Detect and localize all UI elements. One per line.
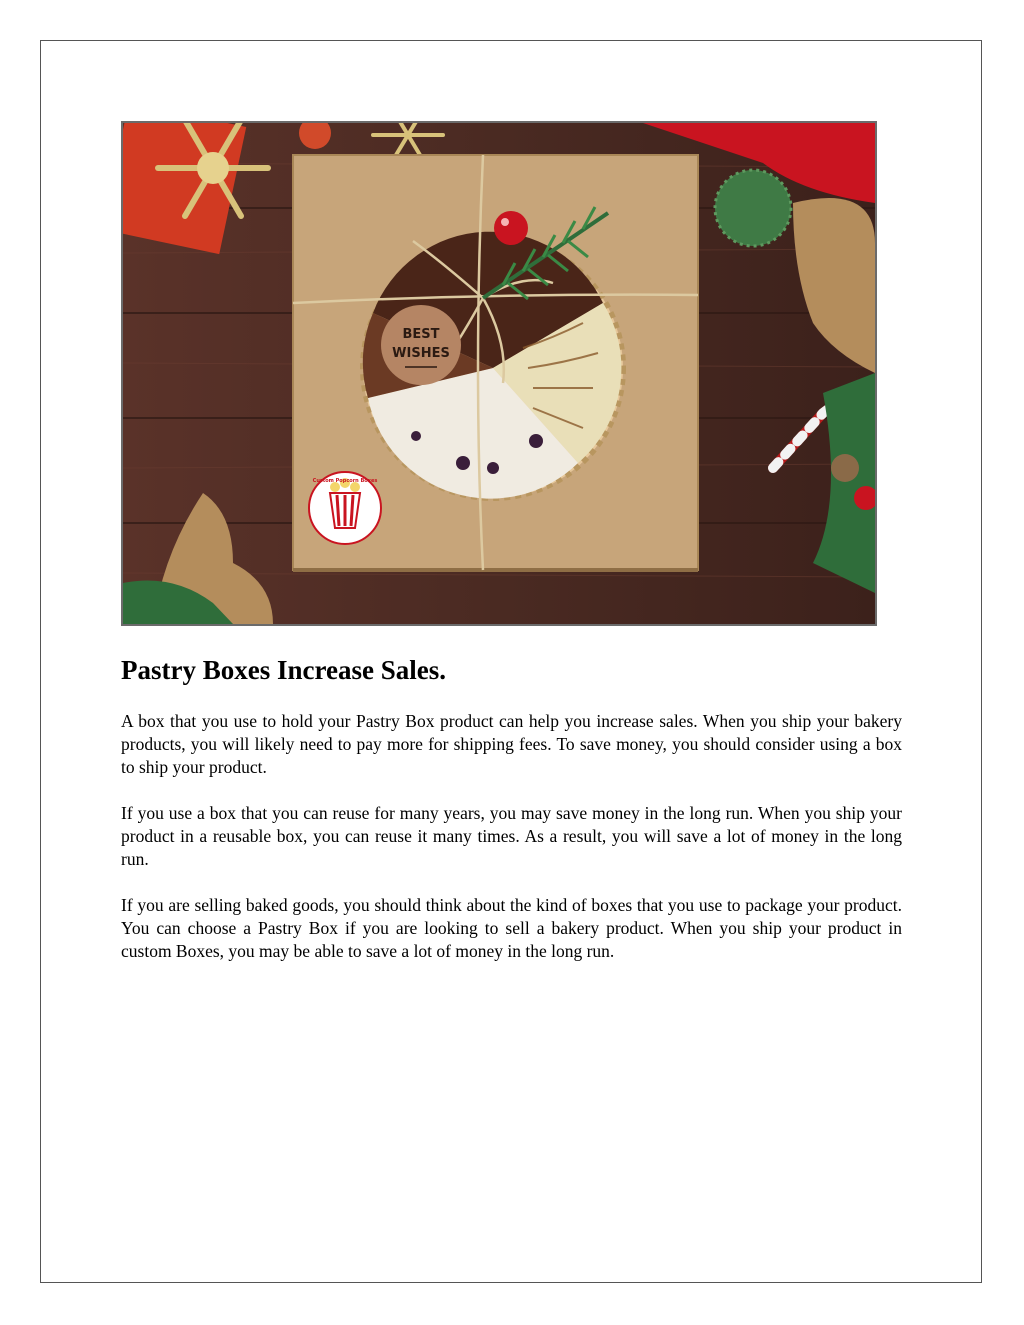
paragraph-3: If you are selling baked goods, you should think about the kind of boxes that you use to package your product. You can choose a Pastry Box if you are looking to sell a bakery product. When you ship your product in custom Boxes, you may be able to save a lot of money in the long run. [121,895,902,961]
paragraph-2: If you use a box that you can reuse for many years, you may save money in the long run. When you ship your product in a reusable box, you can reuse it many times. As a result, you will save a lot of money in the long run. [121,803,902,869]
red-ornament-icon [494,211,528,245]
sticker-line-1: BEST [402,327,440,342]
pastry-box-photo [121,121,877,626]
paragraph-1: A box that you use to hold your Pastry Box product can help you increase sales. When you ship your bakery products, you will likely need to pay more for shipping fees. To save money, you should consider using a box to ship your product. [121,711,902,777]
body-text [121,710,902,986]
page-title: Pastry Boxes Increase Sales. [121,655,446,685]
best-wishes-sticker [381,305,461,385]
logo-text: Custom Popcorn Boxes [312,478,378,484]
sticker-line-2: WISHES [392,346,450,361]
popcorn-logo [309,472,381,544]
